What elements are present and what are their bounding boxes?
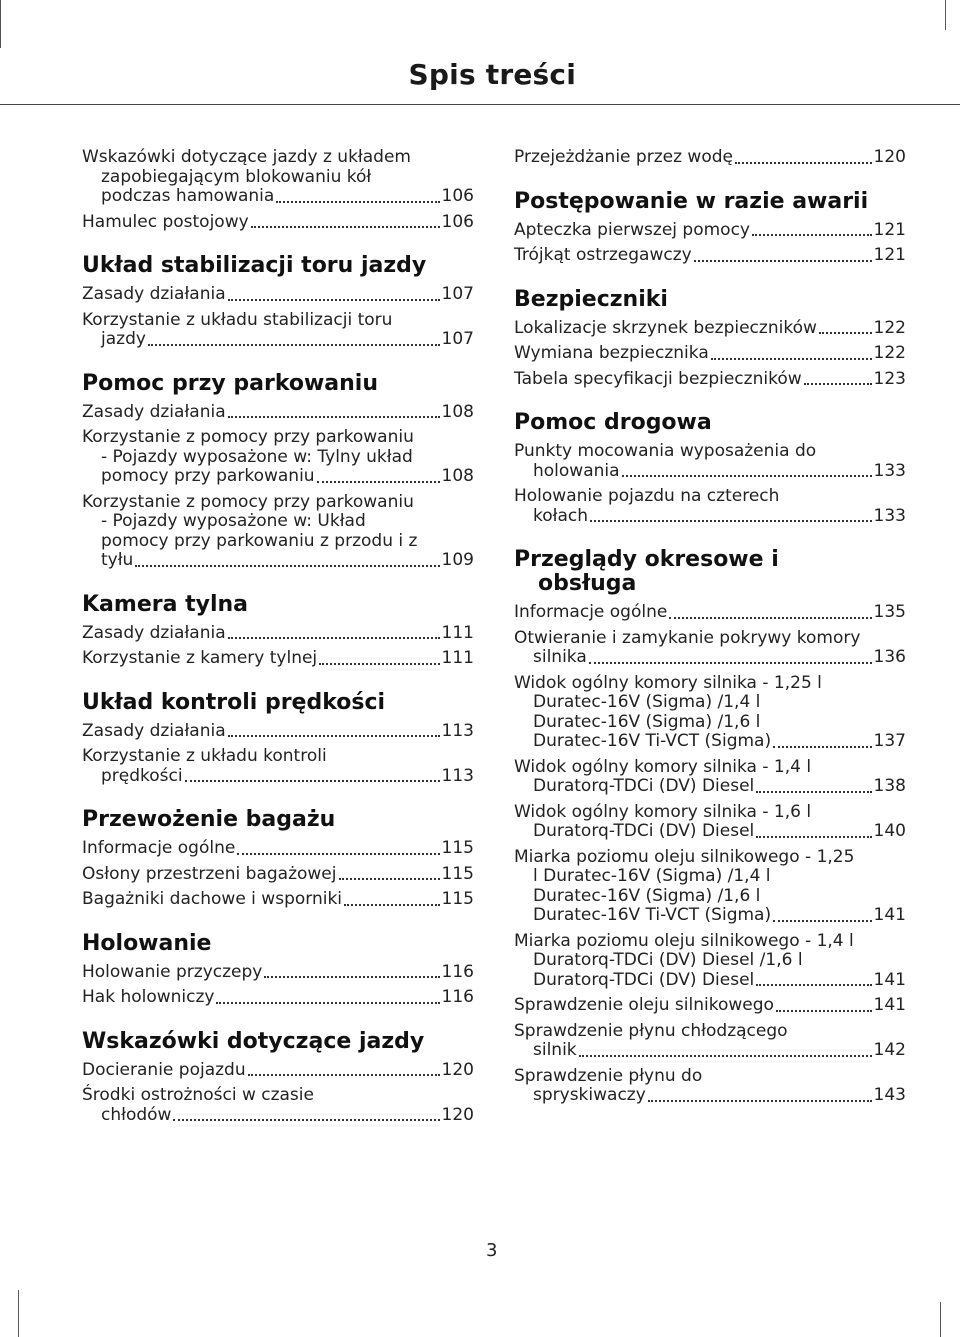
toc-section-heading <box>82 932 474 956</box>
toc-page-number: 142 <box>873 1040 906 1060</box>
toc-entry[interactable] <box>514 370 906 390</box>
toc-page-number: 116 <box>441 987 474 1007</box>
toc-entry[interactable] <box>82 839 474 859</box>
toc-entry-last-line <box>514 507 906 527</box>
toc-entry-text: Tabela specyfikacji bezpieczników <box>514 368 802 389</box>
toc-section-heading-text: Układ stabilizacji toru jazdy <box>82 253 427 278</box>
toc-entry-last-line <box>82 330 474 350</box>
toc-entry-text: tyłu <box>101 550 134 570</box>
toc-page-number: 121 <box>873 245 906 265</box>
toc-leader-dots <box>185 778 440 782</box>
toc-page-number: 123 <box>873 368 906 389</box>
toc-page-number: 120 <box>873 147 906 167</box>
toc-entry-last-line <box>514 971 906 991</box>
toc-leader-dots <box>669 615 871 619</box>
toc-page-number: 120 <box>441 1059 474 1080</box>
toc-left-column <box>82 148 474 1131</box>
toc-entry-text: Osłony przestrzeni bagażowej <box>82 863 337 884</box>
toc-page-number: 141 <box>873 995 906 1015</box>
toc-entry-text: Apteczka pierwszej pomocy <box>514 219 750 240</box>
toc-entry[interactable] <box>82 428 474 487</box>
toc-leader-dots <box>773 918 871 922</box>
toc-entry[interactable] <box>82 624 474 644</box>
toc-leader-dots <box>148 342 440 346</box>
toc-entry[interactable] <box>82 493 474 571</box>
toc-entry-last-line <box>82 285 474 305</box>
toc-page-number: 141 <box>873 905 906 925</box>
toc-entry-text: Zasady działania <box>82 622 226 643</box>
toc-entry[interactable] <box>514 344 906 364</box>
toc-entry-last-line <box>514 319 906 339</box>
toc-entry-text: chłodów <box>101 1104 172 1125</box>
toc-entry-text: kołach <box>533 505 589 526</box>
toc-entry-text: Hamulec postojowy <box>82 211 249 232</box>
toc-entry-text: Duratec-16V Ti-VCT (Sigma) <box>533 731 772 751</box>
toc-entry-last-line <box>82 722 474 742</box>
toc-page-number: 108 <box>441 466 474 486</box>
toc-entry-text: holowania <box>533 460 620 481</box>
toc-leader-dots <box>173 1117 439 1121</box>
toc-page-number: 108 <box>441 401 474 422</box>
toc-leader-dots <box>228 635 440 639</box>
toc-entry[interactable] <box>82 649 474 669</box>
toc-entry-last-line <box>514 822 906 842</box>
toc-leader-dots <box>752 232 872 236</box>
toc-entry-text: Duratec-16V (Sigma) /1,6 l <box>533 885 761 906</box>
toc-leader-dots <box>228 414 440 418</box>
toc-section-heading <box>82 1030 474 1054</box>
toc-section-heading-text: obsługa <box>538 571 637 596</box>
toc-entry[interactable] <box>514 221 906 241</box>
toc-section-heading-text: Wskazówki dotyczące jazdy <box>82 1028 425 1054</box>
toc-entry-text: Wymiana bezpiecznika <box>514 343 709 363</box>
toc-entry-last-line <box>82 467 474 487</box>
toc-section-heading <box>82 372 474 396</box>
toc-section-heading-text: Holowanie <box>82 930 212 956</box>
toc-entry[interactable] <box>514 848 906 926</box>
toc-section-heading <box>514 190 906 214</box>
toc-entry-text: Miarka poziomu oleju silnikowego - 1,25 <box>514 846 855 867</box>
toc-section-heading <box>82 808 474 832</box>
toc-entry-last-line <box>82 890 474 910</box>
toc-entry[interactable] <box>82 722 474 742</box>
toc-entry-last-line <box>514 777 906 797</box>
toc-entry[interactable] <box>82 213 474 233</box>
toc-entry-text: pomocy przy parkowaniu <box>101 466 315 486</box>
toc-entry-text: Widok ogólny komory silnika - 1,25 l <box>514 672 822 693</box>
toc-entry[interactable] <box>82 1061 474 1081</box>
toc-entry-last-line <box>82 839 474 859</box>
toc-entry-text: Bagażniki dachowe i wsporniki <box>82 889 343 909</box>
toc-leader-dots <box>248 1072 440 1076</box>
toc-entry[interactable] <box>514 758 906 797</box>
crop-mark-bottom-left <box>18 1290 19 1337</box>
toc-entry-text: Otwieranie i zamykanie pokrywy komory <box>514 627 861 648</box>
toc-entry-text: Lokalizacje skrzynek bezpieczników <box>514 317 817 338</box>
toc-section-heading <box>82 691 474 715</box>
crop-mark-top-left <box>0 0 1 48</box>
toc-page-number: 138 <box>873 776 906 796</box>
toc-leader-dots <box>804 381 872 385</box>
toc-leader-dots <box>622 473 872 477</box>
toc-page-number: 106 <box>441 186 474 206</box>
toc-page-number: 115 <box>441 889 474 909</box>
toc-entry-text: zapobiegającym blokowaniu kół <box>101 166 372 187</box>
toc-page-number: 109 <box>441 550 474 570</box>
toc-entry-text: Sprawdzenie oleju silnikowego <box>514 995 774 1015</box>
toc-entry-text: Wskazówki dotyczące jazdy z układem <box>82 147 411 167</box>
toc-entry-text: Holowanie pojazdu na czterech <box>514 486 780 506</box>
toc-entry[interactable] <box>82 988 474 1008</box>
toc-entry[interactable] <box>514 246 906 266</box>
toc-entry-text: Punkty mocowania wyposażenia do <box>514 441 817 461</box>
toc-entry-text: Trójkąt ostrzegawczy <box>514 245 692 265</box>
toc-leader-dots <box>276 199 439 203</box>
toc-entry-text: Środki ostrożności w czasie <box>82 1085 314 1105</box>
toc-entry-text: Informacje ogólne <box>82 838 236 858</box>
toc-entry[interactable] <box>514 1022 906 1061</box>
toc-leader-dots <box>776 1008 872 1012</box>
toc-leader-dots <box>756 982 871 986</box>
toc-entry[interactable] <box>514 803 906 842</box>
toc-leader-dots <box>251 224 440 228</box>
toc-entry-text: Docieranie pojazdu <box>82 1059 246 1080</box>
toc-entry-text: Duratec-16V (Sigma) /1,4 l <box>533 692 761 712</box>
toc-section-heading <box>82 593 474 617</box>
toc-entry-last-line <box>82 1061 474 1081</box>
toc-entry-last-line <box>82 551 474 571</box>
toc-section-heading-text: Kamera tylna <box>82 591 248 617</box>
toc-entry[interactable] <box>82 747 474 786</box>
toc-page-number: 121 <box>873 219 906 240</box>
toc-entry-last-line <box>514 246 906 266</box>
toc-section-heading-text: Przeglądy okresowe i <box>514 547 779 572</box>
toc-leader-dots <box>735 160 872 164</box>
toc-entry-text: spryskiwaczy <box>533 1085 646 1105</box>
toc-entry-text: Widok ogólny komory silnika - 1,4 l <box>514 756 812 777</box>
toc-entry-text: pomocy przy parkowaniu z przodu i z <box>101 530 418 551</box>
toc-entry-last-line <box>82 988 474 1008</box>
toc-section-heading-text: Przewożenie bagażu <box>82 807 336 832</box>
crop-mark-top-right <box>945 0 946 30</box>
toc-entry-text: podczas hamowania <box>101 186 275 206</box>
toc-right-column <box>514 148 906 1112</box>
toc-entry[interactable] <box>82 311 474 350</box>
toc-entry-text: Korzystanie z pomocy przy parkowaniu <box>82 491 414 512</box>
toc-page-number: 116 <box>441 961 474 982</box>
toc-page-number: 120 <box>441 1104 474 1125</box>
toc-entry[interactable] <box>514 932 906 991</box>
toc-page-number: 111 <box>441 648 474 668</box>
toc-section-heading <box>514 411 906 435</box>
toc-entry-text: - Pojazdy wyposażone w: Układ <box>101 511 366 531</box>
toc-entry-last-line <box>514 603 906 623</box>
header-rule <box>0 104 960 105</box>
toc-entry-last-line <box>82 865 474 885</box>
toc-page-number: 113 <box>441 720 474 741</box>
crop-mark-bottom-right <box>940 1302 941 1337</box>
toc-entry-text: Informacje ogólne <box>514 602 668 622</box>
toc-leader-dots <box>756 834 871 838</box>
toc-page-number: 136 <box>873 647 906 667</box>
toc-entry-text: Duratorq-TDCi (DV) Diesel <box>533 821 755 841</box>
page-title: Spis treści <box>408 58 576 91</box>
toc-entry-text: Korzystanie z układu kontroli <box>82 746 327 766</box>
toc-leader-dots <box>711 356 872 360</box>
toc-leader-dots <box>590 518 872 522</box>
toc-entry[interactable] <box>514 319 906 339</box>
toc-page-number: 141 <box>873 969 906 990</box>
toc-section-heading-text: Pomoc drogowa <box>514 410 712 435</box>
toc-entry-text: silnik <box>533 1040 577 1060</box>
toc-entry-text: Korzystanie z układu stabilizacji toru <box>82 309 393 330</box>
toc-leader-dots <box>228 733 440 737</box>
toc-entry-last-line <box>514 1041 906 1061</box>
toc-entry[interactable] <box>82 148 474 207</box>
toc-entry[interactable] <box>514 996 906 1016</box>
toc-entry-text: Hak holowniczy <box>82 987 215 1007</box>
toc-entry-last-line <box>514 648 906 668</box>
toc-page-number: 113 <box>441 765 474 786</box>
toc-entry-text: Przejeżdżanie przez wodę <box>514 147 733 167</box>
toc-leader-dots <box>319 661 439 665</box>
toc-entry-last-line <box>514 732 906 752</box>
toc-entry-last-line <box>82 649 474 669</box>
toc-page-number: 135 <box>873 602 906 622</box>
toc-page-number: 111 <box>441 622 474 643</box>
toc-entry-last-line <box>82 963 474 983</box>
toc-entry-text: Widok ogólny komory silnika - 1,6 l <box>514 801 812 822</box>
toc-entry[interactable] <box>514 442 906 481</box>
toc-page-number: 133 <box>873 460 906 481</box>
toc-entry[interactable] <box>514 148 906 168</box>
toc-entry-text: Korzystanie z kamery tylnej <box>82 648 318 668</box>
toc-entry-last-line <box>82 767 474 787</box>
toc-section-heading-text: Układ kontroli prędkości <box>82 689 386 715</box>
toc-leader-dots <box>237 851 439 855</box>
toc-entry-last-line <box>514 1086 906 1106</box>
toc-entry-text: Duratec-16V (Sigma) /1,6 l <box>533 711 761 732</box>
toc-page-number: 107 <box>441 284 474 304</box>
toc-entry-text: Zasady działania <box>82 401 226 422</box>
toc-entry-last-line <box>82 187 474 207</box>
toc-entry[interactable] <box>514 1067 906 1106</box>
toc-page-number: 140 <box>873 821 906 841</box>
toc-entry-text: Korzystanie z pomocy przy parkowaniu <box>82 427 414 447</box>
toc-entry-text: Sprawdzenie płynu do <box>514 1065 703 1086</box>
toc-entry-text: prędkości <box>101 765 183 786</box>
toc-entry[interactable] <box>82 865 474 885</box>
toc-leader-dots <box>344 902 440 906</box>
toc-entry[interactable] <box>82 963 474 983</box>
toc-entry[interactable] <box>514 603 906 623</box>
toc-leader-dots <box>819 330 872 334</box>
toc-section-heading <box>82 254 474 278</box>
toc-leader-dots <box>339 876 440 880</box>
toc-leader-dots <box>228 297 440 301</box>
toc-leader-dots <box>216 1000 439 1004</box>
toc-entry-last-line <box>514 221 906 241</box>
toc-section-heading-text: Postępowanie w razie awarii <box>514 188 869 214</box>
toc-entry-last-line <box>514 344 906 364</box>
toc-page-number: 137 <box>873 731 906 751</box>
toc-entry[interactable] <box>82 890 474 910</box>
toc-entry[interactable] <box>82 1086 474 1125</box>
toc-page-number: 122 <box>873 343 906 363</box>
toc-leader-dots <box>648 1098 872 1102</box>
toc-entry-text: Duratorq-TDCi (DV) Diesel /1,6 l <box>533 950 803 970</box>
toc-section-heading <box>514 548 906 596</box>
toc-entry-text: l Duratec-16V (Sigma) /1,4 l <box>533 866 771 886</box>
toc-entry-text: Zasady działania <box>82 720 226 741</box>
toc-entry-last-line <box>514 996 906 1016</box>
toc-entry-last-line <box>514 148 906 168</box>
toc-leader-dots <box>589 660 872 664</box>
page-number: 3 <box>486 1240 498 1261</box>
toc-leader-dots <box>317 479 440 483</box>
toc-page-number: 133 <box>873 505 906 526</box>
toc-page-number: 107 <box>441 329 474 349</box>
toc-entry-text: Duratec-16V Ti-VCT (Sigma) <box>533 905 772 925</box>
toc-entry-last-line <box>82 403 474 423</box>
toc-entry-text: Sprawdzenie płynu chłodzącego <box>514 1020 788 1041</box>
toc-page-number: 122 <box>873 317 906 338</box>
toc-page-number: 143 <box>873 1085 906 1105</box>
toc-leader-dots <box>264 974 439 978</box>
toc-entry-text: silnika <box>533 647 587 667</box>
toc-entry[interactable] <box>82 285 474 305</box>
toc-entry-text: Zasady działania <box>82 284 226 304</box>
toc-entry-text: Miarka poziomu oleju silnikowego - 1,4 l <box>514 930 854 951</box>
toc-section-heading-text: Bezpieczniki <box>514 286 668 312</box>
toc-entry-text: Duratorq-TDCi (DV) Diesel <box>533 776 755 796</box>
toc-entry[interactable] <box>82 403 474 423</box>
toc-leader-dots <box>694 258 872 262</box>
toc-entry-last-line <box>82 213 474 233</box>
toc-page-number: 106 <box>441 211 474 232</box>
toc-leader-dots <box>579 1053 872 1057</box>
toc-entry-last-line <box>82 1106 474 1126</box>
toc-section-heading <box>514 288 906 312</box>
toc-entry[interactable] <box>514 629 906 668</box>
toc-leader-dots <box>135 563 439 567</box>
toc-entry[interactable] <box>514 487 906 526</box>
toc-entry[interactable] <box>514 674 906 752</box>
toc-entry-last-line <box>514 462 906 482</box>
toc-entry-last-line <box>514 906 906 926</box>
toc-entry-last-line <box>514 370 906 390</box>
toc-page-number: 115 <box>441 838 474 858</box>
toc-section-heading-text: Pomoc przy parkowaniu <box>82 370 379 396</box>
toc-entry-text: Holowanie przyczepy <box>82 961 263 982</box>
toc-entry-last-line <box>82 624 474 644</box>
toc-leader-dots <box>773 744 871 748</box>
toc-page-number: 115 <box>441 863 474 884</box>
toc-entry-text: jazdy <box>101 329 146 349</box>
toc-leader-dots <box>756 789 871 793</box>
toc-entry-text: - Pojazdy wyposażone w: Tylny układ <box>101 446 413 467</box>
toc-entry-text: Duratorq-TDCi (DV) Diesel <box>533 969 755 990</box>
